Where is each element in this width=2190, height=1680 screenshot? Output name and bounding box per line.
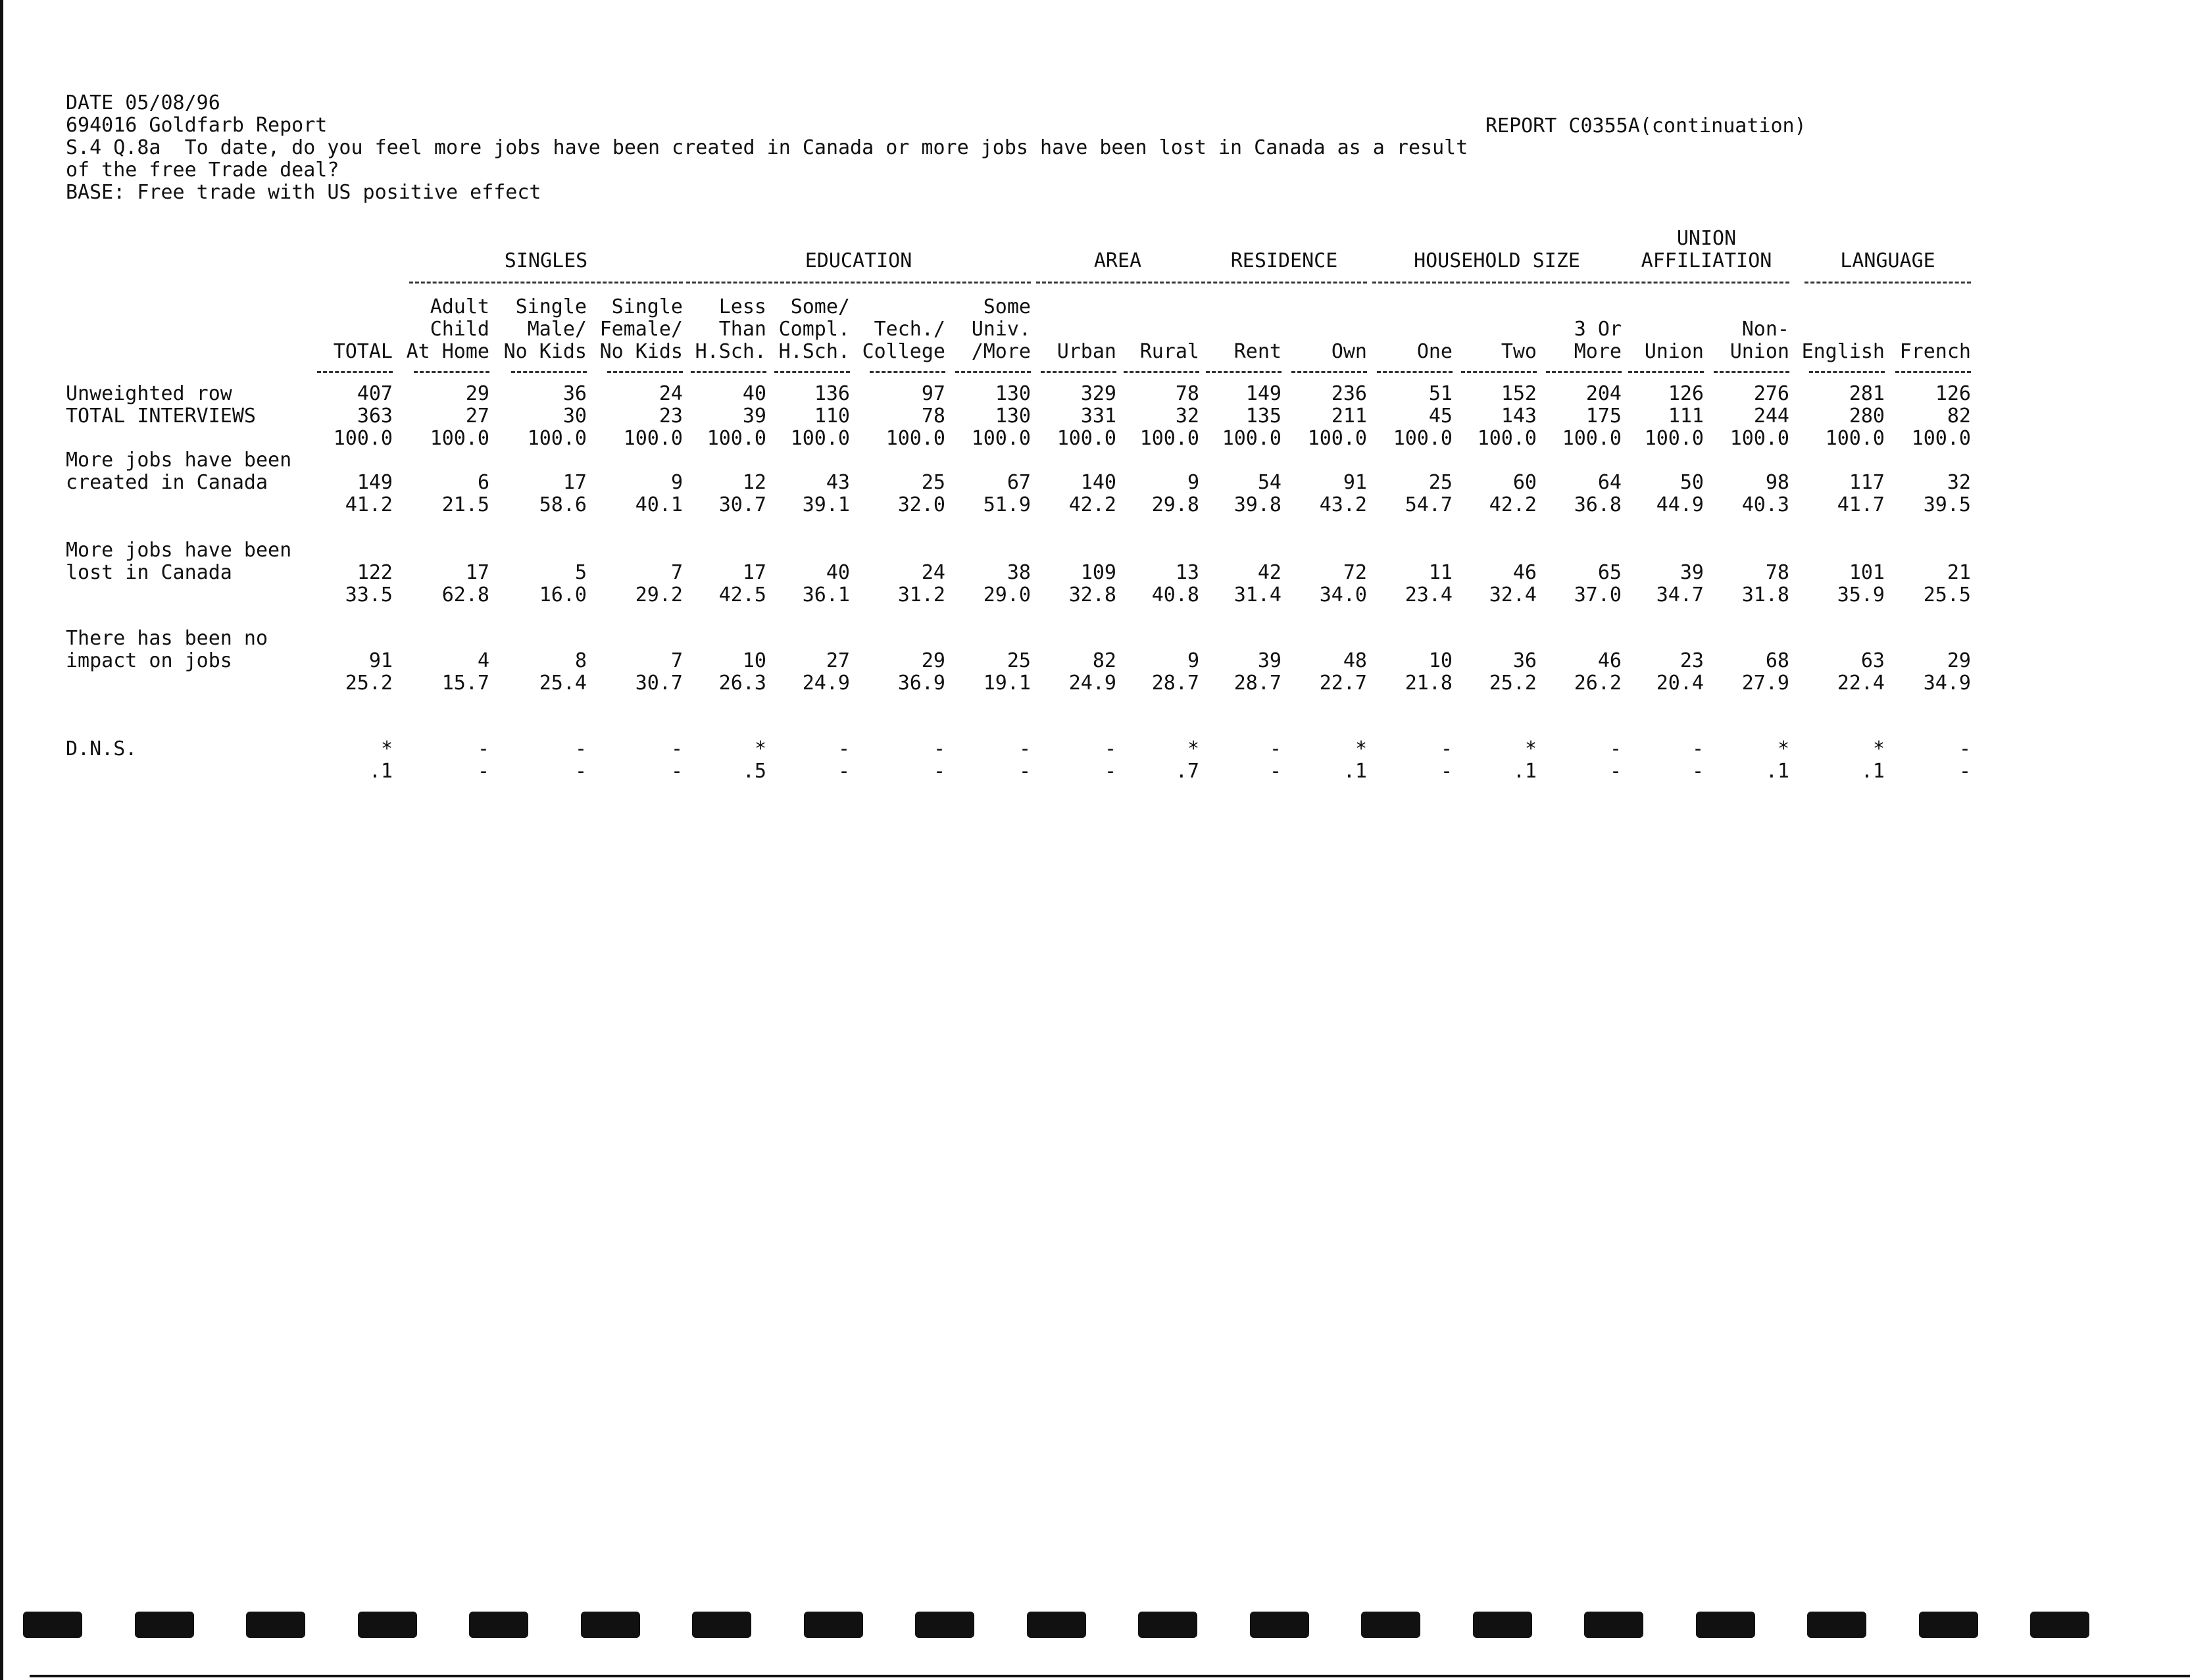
table-cell: - [933, 737, 945, 760]
feed-hole [1027, 1612, 1086, 1638]
feed-hole [692, 1612, 751, 1638]
table-cell: 45 [1428, 405, 1453, 428]
table-cell: 46 [1597, 649, 1622, 672]
table-cell: 130 [995, 405, 1031, 428]
table-cell: .7 [1175, 760, 1199, 783]
feed-hole [1473, 1612, 1532, 1638]
table-cell: 54.7 [1405, 493, 1453, 516]
column-rule [1809, 371, 1885, 373]
column-rule [955, 371, 1031, 373]
table-cell: 25.2 [345, 672, 393, 695]
table-cell: 8 [574, 649, 587, 672]
column-rule [1206, 371, 1282, 373]
table-cell: 24 [921, 561, 945, 584]
table-cell: 111 [1668, 405, 1704, 428]
table-cell: 17 [742, 561, 766, 584]
table-cell: 40 [742, 382, 766, 405]
table-cell: 29 [465, 382, 489, 405]
table-cell: 100.0 [1222, 427, 1282, 450]
table-cell: - [1104, 760, 1116, 783]
table-cell: 100.0 [885, 427, 945, 450]
table-cell: 43 [826, 471, 850, 494]
table-cell: .1 [368, 760, 393, 783]
table-cell: 25.5 [1923, 583, 1971, 606]
table-cell: 32.8 [1068, 583, 1116, 606]
column-header: Adult Child At Home [406, 295, 489, 363]
page-left-edge [0, 0, 3, 1680]
table-cell: * [1872, 737, 1885, 760]
table-cell: 46 [1512, 561, 1537, 584]
table-cell: * [1355, 737, 1367, 760]
table-cell: 72 [1343, 561, 1367, 584]
group-rule [686, 282, 1031, 284]
table-cell: 331 [1080, 405, 1116, 428]
group-header: AREA [1093, 249, 1142, 272]
report-date: DATE 05/08/96 [66, 91, 220, 114]
question-line-2: of the free Trade deal? [66, 159, 339, 182]
table-cell: 23 [659, 405, 683, 428]
table-cell: 22.7 [1319, 672, 1367, 695]
table-cell: 48 [1343, 649, 1367, 672]
table-cell: - [670, 737, 683, 760]
page-bottom-edge [30, 1675, 2190, 1677]
table-cell: 149 [357, 471, 393, 494]
table-cell: 281 [1849, 382, 1885, 405]
table-cell: 21.8 [1405, 672, 1453, 695]
table-cell: 39 [742, 405, 766, 428]
table-cell: 44.9 [1656, 493, 1704, 516]
table-cell: 122 [357, 561, 393, 584]
column-header: 3 Or More [1574, 318, 1622, 363]
table-cell: 100.0 [430, 427, 489, 450]
table-cell: 28.7 [1151, 672, 1199, 695]
table-cell: - [1691, 737, 1704, 760]
table-cell: 276 [1753, 382, 1789, 405]
table-cell: 100.0 [707, 427, 766, 450]
table-cell: 37.0 [1574, 583, 1622, 606]
table-cell: 407 [357, 382, 393, 405]
table-cell: - [837, 760, 850, 783]
table-cell: - [1958, 737, 1971, 760]
table-cell: 29.0 [983, 583, 1031, 606]
table-cell: - [1018, 760, 1031, 783]
column-rule [1895, 371, 1971, 373]
table-cell: 36.1 [802, 583, 850, 606]
table-cell: 27 [826, 649, 850, 672]
table-cell: 39.8 [1233, 493, 1282, 516]
feed-hole [2030, 1612, 2089, 1638]
table-cell: 100.0 [1825, 427, 1885, 450]
table-cell: 26.2 [1574, 672, 1622, 695]
table-cell: - [1440, 737, 1453, 760]
feed-hole [358, 1612, 417, 1638]
table-cell: 117 [1849, 471, 1885, 494]
row-label: More jobs have been created in Canada [66, 449, 292, 494]
column-rule [1628, 371, 1704, 373]
table-cell: .1 [1512, 760, 1537, 783]
table-cell: 100.0 [333, 427, 393, 450]
table-cell: .1 [1343, 760, 1367, 783]
row-label: Unweighted row TOTAL INTERVIEWS [66, 382, 256, 428]
table-cell: 31.4 [1233, 583, 1282, 606]
report-name: 694016 Goldfarb Report [66, 114, 328, 137]
table-cell: 91 [368, 649, 393, 672]
table-cell: 126 [1935, 382, 1971, 405]
column-header: Single Female/ No Kids [599, 295, 683, 363]
table-cell: 26.3 [718, 672, 766, 695]
table-cell: 32.4 [1489, 583, 1537, 606]
table-cell: 13 [1175, 561, 1199, 584]
feed-hole [23, 1612, 82, 1638]
table-cell: 11 [1428, 561, 1453, 584]
column-header: Some Univ. /More [971, 295, 1031, 363]
table-cell: 32 [1175, 405, 1199, 428]
column-header: One [1416, 340, 1453, 363]
table-cell: 135 [1245, 405, 1282, 428]
table-cell: 16.0 [539, 583, 587, 606]
table-cell: 40.1 [635, 493, 683, 516]
table-cell: 100.0 [623, 427, 683, 450]
table-cell: .5 [742, 760, 766, 783]
table-cell: 100.0 [971, 427, 1031, 450]
table-cell: 7 [670, 561, 683, 584]
table-cell: - [1269, 737, 1282, 760]
column-header: TOTAL [333, 340, 393, 363]
table-cell: 30.7 [718, 493, 766, 516]
table-cell: 149 [1245, 382, 1282, 405]
group-header: SINGLES [504, 249, 588, 272]
group-header: HOUSEHOLD SIZE [1414, 249, 1580, 272]
column-header: Rent [1233, 340, 1282, 363]
table-cell: 19.1 [983, 672, 1031, 695]
table-cell: 12 [742, 471, 766, 494]
table-cell: 15.7 [441, 672, 489, 695]
table-cell: 110 [814, 405, 850, 428]
column-header: Rural [1139, 340, 1199, 363]
table-cell: 54 [1257, 471, 1282, 494]
table-cell: 7 [670, 649, 683, 672]
table-cell: 152 [1501, 382, 1537, 405]
table-cell: 24.9 [1068, 672, 1116, 695]
table-cell: 28.7 [1233, 672, 1282, 695]
table-cell: 32.0 [897, 493, 945, 516]
table-cell: 126 [1668, 382, 1704, 405]
column-header: Non- Union [1730, 318, 1789, 363]
table-cell: 204 [1585, 382, 1622, 405]
table-cell: 82 [1092, 649, 1116, 672]
table-cell: 29.8 [1151, 493, 1199, 516]
table-cell: 100.0 [1307, 427, 1367, 450]
column-header: Tech./ College [862, 318, 945, 363]
table-cell: 38 [1007, 561, 1031, 584]
table-cell: 42 [1257, 561, 1282, 584]
table-cell: 33.5 [345, 583, 393, 606]
table-cell: 42.2 [1068, 493, 1116, 516]
table-cell: 39.5 [1923, 493, 1971, 516]
table-cell: 35.9 [1837, 583, 1885, 606]
table-cell: 82 [1947, 405, 1971, 428]
feed-hole [1919, 1612, 1978, 1638]
table-cell: - [574, 737, 587, 760]
column-rule [1291, 371, 1367, 373]
table-cell: 62.8 [441, 583, 489, 606]
table-cell: - [1958, 760, 1971, 783]
column-header: Urban [1057, 340, 1116, 363]
feed-hole [1250, 1612, 1309, 1638]
feed-hole [915, 1612, 974, 1638]
column-rule [607, 371, 683, 373]
table-cell: 31.2 [897, 583, 945, 606]
row-label: D.N.S. [66, 737, 137, 760]
table-cell: - [1104, 737, 1116, 760]
table-cell: 42.2 [1489, 493, 1537, 516]
table-cell: 24.9 [802, 672, 850, 695]
table-cell: 78 [921, 405, 945, 428]
table-cell: - [477, 737, 489, 760]
group-rule [1624, 282, 1789, 284]
column-rule [1714, 371, 1789, 373]
table-cell: 363 [357, 405, 393, 428]
column-rule [511, 371, 587, 373]
table-cell: 280 [1849, 405, 1885, 428]
table-cell: 25.4 [539, 672, 587, 695]
column-rule [774, 371, 850, 373]
column-header: Some/ Compl. H.Sch. [778, 295, 850, 363]
table-cell: 41.7 [1837, 493, 1885, 516]
table-cell: 109 [1080, 561, 1116, 584]
table-cell: 91 [1343, 471, 1367, 494]
table-cell: 136 [814, 382, 850, 405]
table-cell: 23 [1680, 649, 1704, 672]
table-cell: 40.8 [1151, 583, 1199, 606]
table-cell: 97 [921, 382, 945, 405]
feed-hole [581, 1612, 640, 1638]
column-rule [1377, 371, 1453, 373]
feed-hole [804, 1612, 863, 1638]
table-cell: 9 [1187, 471, 1199, 494]
table-cell: * [1777, 737, 1789, 760]
report-id: REPORT C0355A(continuation) [1485, 114, 1806, 137]
column-rule [691, 371, 766, 373]
feed-hole [1696, 1612, 1755, 1638]
table-cell: - [670, 760, 683, 783]
table-cell: 51 [1428, 382, 1453, 405]
table-cell: 10 [742, 649, 766, 672]
table-cell: - [1609, 760, 1622, 783]
table-cell: - [574, 760, 587, 783]
table-cell: * [380, 737, 393, 760]
table-cell: 100.0 [1730, 427, 1789, 450]
table-cell: 140 [1080, 471, 1116, 494]
column-rule [870, 371, 945, 373]
table-cell: 21.5 [441, 493, 489, 516]
column-rule [1124, 371, 1199, 373]
report-header [66, 92, 1468, 204]
table-cell: 24 [659, 382, 683, 405]
table-cell: 29.2 [635, 583, 683, 606]
table-cell: 40 [826, 561, 850, 584]
table-cell: .1 [1860, 760, 1885, 783]
table-cell: - [933, 760, 945, 783]
row-label: More jobs have been lost in Canada [66, 539, 292, 584]
table-cell: 39 [1257, 649, 1282, 672]
table-cell: 100.0 [1057, 427, 1116, 450]
table-cell: 100.0 [527, 427, 587, 450]
table-cell: 34.7 [1656, 583, 1704, 606]
table-cell: 58.6 [539, 493, 587, 516]
table-cell: 5 [574, 561, 587, 584]
table-cell: 67 [1007, 471, 1031, 494]
table-cell: 9 [670, 471, 683, 494]
table-cell: .1 [1765, 760, 1789, 783]
column-header: Single Male/ No Kids [503, 295, 587, 363]
table-cell: 143 [1501, 405, 1537, 428]
group-rule [1036, 282, 1199, 284]
table-cell: 64 [1597, 471, 1622, 494]
table-cell: 100.0 [1562, 427, 1622, 450]
table-cell: 21 [1947, 561, 1971, 584]
table-cell: 236 [1331, 382, 1367, 405]
group-rule [1372, 282, 1622, 284]
column-rule [317, 371, 393, 373]
table-cell: 9 [1187, 649, 1199, 672]
group-header: EDUCATION [805, 249, 912, 272]
group-header: LANGUAGE [1840, 249, 1935, 272]
table-cell: 50 [1680, 471, 1704, 494]
table-cell: 25 [921, 471, 945, 494]
table-cell: 65 [1597, 561, 1622, 584]
table-cell: 17 [465, 561, 489, 584]
table-cell: 34.0 [1319, 583, 1367, 606]
table-cell: - [1018, 737, 1031, 760]
table-cell: 29 [921, 649, 945, 672]
table-cell: 60 [1512, 471, 1537, 494]
column-rule [1041, 371, 1116, 373]
table-cell: 68 [1765, 649, 1789, 672]
table-cell: 36 [562, 382, 587, 405]
table-cell: 32 [1947, 471, 1971, 494]
column-header: Own [1331, 340, 1367, 363]
table-cell: - [837, 737, 850, 760]
table-cell: 100.0 [1644, 427, 1704, 450]
table-cell: - [477, 760, 489, 783]
table-cell: 25 [1007, 649, 1031, 672]
group-header: UNION AFFILIATION [1641, 227, 1772, 272]
table-cell: - [1609, 737, 1622, 760]
table-cell: 20.4 [1656, 672, 1704, 695]
row-label: There has been no impact on jobs [66, 627, 268, 672]
table-cell: 30 [562, 405, 587, 428]
table-cell: 41.2 [345, 493, 393, 516]
table-cell: 22.4 [1837, 672, 1885, 695]
table-cell: 39 [1680, 561, 1704, 584]
table-cell: 34.9 [1923, 672, 1971, 695]
table-cell: 51.9 [983, 493, 1031, 516]
table-cell: 130 [995, 382, 1031, 405]
table-cell: 42.5 [718, 583, 766, 606]
column-header: English [1801, 340, 1885, 363]
table-cell: 25 [1428, 471, 1453, 494]
table-cell: 29 [1947, 649, 1971, 672]
feed-hole [135, 1612, 194, 1638]
column-header: Union [1644, 340, 1704, 363]
feed-hole [1138, 1612, 1197, 1638]
table-cell: 17 [562, 471, 587, 494]
table-cell: - [1691, 760, 1704, 783]
column-header: Less Than H.Sch. [695, 295, 766, 363]
column-rule [1546, 371, 1622, 373]
table-cell: 244 [1753, 405, 1789, 428]
table-cell: 40.3 [1741, 493, 1789, 516]
table-cell: 100.0 [790, 427, 850, 450]
table-cell: 100.0 [1911, 427, 1971, 450]
feed-hole [1584, 1612, 1643, 1638]
feed-hole [1361, 1612, 1420, 1638]
group-rule [1804, 282, 1971, 284]
table-cell: - [1269, 760, 1282, 783]
table-cell: 27.9 [1741, 672, 1789, 695]
table-cell: 36 [1512, 649, 1537, 672]
group-header: RESIDENCE [1230, 249, 1338, 272]
table-cell: 25.2 [1489, 672, 1537, 695]
table-cell: 43.2 [1319, 493, 1367, 516]
table-cell: 31.8 [1741, 583, 1789, 606]
table-cell: - [1440, 760, 1453, 783]
table-cell: * [754, 737, 766, 760]
table-cell: 100.0 [1393, 427, 1453, 450]
table-cell: 30.7 [635, 672, 683, 695]
table-cell: 211 [1331, 405, 1367, 428]
table-cell: * [1187, 737, 1199, 760]
table-cell: * [1524, 737, 1537, 760]
feed-hole [469, 1612, 528, 1638]
group-rule [1201, 282, 1367, 284]
table-cell: 78 [1765, 561, 1789, 584]
table-cell: 98 [1765, 471, 1789, 494]
table-cell: 6 [477, 471, 489, 494]
table-cell: 175 [1585, 405, 1622, 428]
group-rule [409, 282, 683, 284]
feed-hole [1807, 1612, 1866, 1638]
table-cell: 36.8 [1574, 493, 1622, 516]
base-line: BASE: Free trade with US positive effect [66, 181, 541, 204]
column-rule [1461, 371, 1537, 373]
feed-hole [246, 1612, 305, 1638]
column-header: Two [1501, 340, 1537, 363]
table-cell: 36.9 [897, 672, 945, 695]
table-cell: 63 [1860, 649, 1885, 672]
table-cell: 78 [1175, 382, 1199, 405]
table-cell: 100.0 [1477, 427, 1537, 450]
table-cell: 4 [477, 649, 489, 672]
table-cell: 10 [1428, 649, 1453, 672]
table-cell: 23.4 [1405, 583, 1453, 606]
table-cell: 39.1 [802, 493, 850, 516]
column-header: French [1899, 340, 1971, 363]
table-cell: 27 [465, 405, 489, 428]
table-cell: 100.0 [1139, 427, 1199, 450]
column-rule [414, 371, 489, 373]
table-cell: 329 [1080, 382, 1116, 405]
question-line-1: S.4 Q.8a To date, do you feel more jobs have been created in Canada or more jobs have been lost in Canada as a result [66, 136, 1468, 159]
table-cell: 101 [1849, 561, 1885, 584]
